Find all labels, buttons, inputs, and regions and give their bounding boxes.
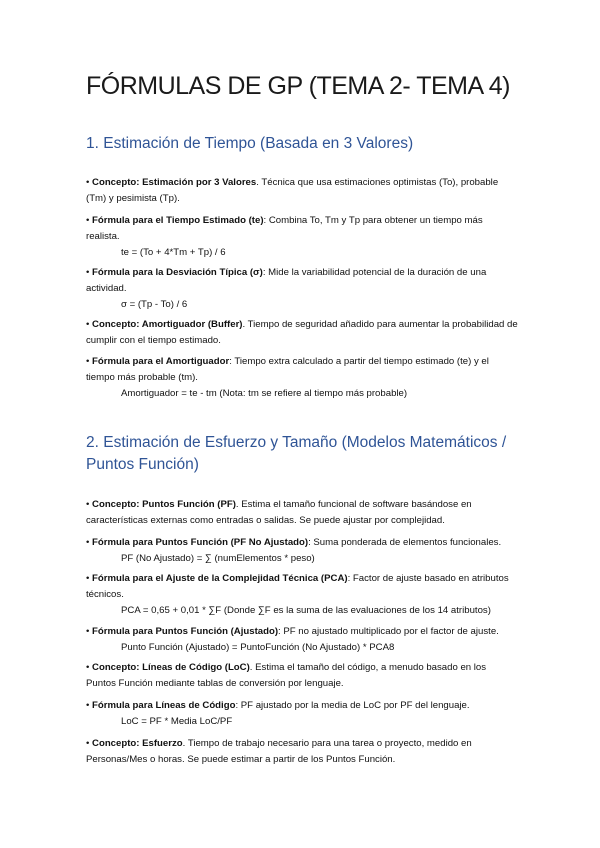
- page-title: FÓRMULAS DE GP (TEMA 2- TEMA 4): [86, 72, 510, 100]
- item-text: . Estima el tamaño funcional de software basándose en características externas como entradas o salidas. Se puede ajustar por complejidad.: [86, 499, 472, 526]
- item-text: : Tiempo extra calculado a partir del tiempo estimado (te) y el tiempo más probable (tm).: [86, 356, 489, 383]
- list-item: [86, 624, 518, 656]
- item-label: Concepto: Amortiguador (Buffer): [92, 319, 243, 330]
- list-item: [86, 213, 518, 261]
- item-text: : Combina To, Tm y Tp para obtener un tiempo más realista.: [86, 215, 483, 242]
- list-item: [86, 354, 518, 402]
- item-label: Fórmula para el Amortiguador: [92, 356, 230, 367]
- item-label: Fórmula para Puntos Función (Ajustado): [92, 626, 279, 637]
- item-label: Fórmula para Líneas de Código: [92, 700, 236, 711]
- bullet: •: [86, 267, 90, 278]
- item-text: . Estima el tamaño del código, a menudo basado en los Puntos Función mediante tablas de conversión por lenguaje.: [86, 662, 487, 689]
- item-text: : Suma ponderada de elementos funcionales.: [308, 537, 502, 548]
- item-label: Fórmula para el Ajuste de la Complejidad Técnica (PCA): [92, 573, 348, 584]
- item-label: Concepto: Estimación por 3 Valores: [92, 177, 257, 188]
- item-label: Concepto: Esfuerzo: [92, 738, 183, 749]
- list-item: [86, 265, 518, 313]
- bullet: •: [86, 738, 90, 749]
- list-item: [86, 175, 518, 207]
- item-text: . Tiempo de trabajo necesario para una tarea o proyecto, medido en Personas/Mes o horas. Se puede estimar a partir de los Puntos Función.: [86, 738, 472, 765]
- item-label: Concepto: Puntos Función (PF): [92, 499, 236, 510]
- item-text: . Técnica que usa estimaciones optimistas (To), probable (Tm) y pesimista (Tp).: [86, 177, 499, 204]
- bullet: •: [86, 215, 90, 226]
- list-item: [86, 317, 518, 349]
- item-text: : PF no ajustado multiplicado por el factor de ajuste.: [278, 626, 499, 637]
- list-item: [86, 660, 518, 692]
- list-item: [86, 736, 518, 768]
- bullet: •: [86, 537, 90, 548]
- formula: Amortiguador = te - tm (Nota: tm se refiere al tiempo más probable): [121, 388, 408, 399]
- bullet: •: [86, 177, 90, 188]
- item-text: : PF ajustado por la media de LoC por PF del lenguaje.: [235, 700, 470, 711]
- item-label: Concepto: Líneas de Código (LoC): [92, 662, 250, 673]
- item-label: Fórmula para Puntos Función (PF No Ajustado): [92, 537, 309, 548]
- formula: σ = (Tp - To) / 6: [121, 299, 188, 310]
- formula: LoC = PF * Media LoC/PF: [121, 716, 233, 727]
- bullet: •: [86, 626, 90, 637]
- formula: Punto Función (Ajustado) = PuntoFunción (No Ajustado) * PCA8: [121, 642, 395, 653]
- list-item: [86, 497, 518, 529]
- formula: PF (No Ajustado) = ∑ (numElementos * peso): [121, 553, 315, 564]
- bullet: •: [86, 662, 90, 673]
- item-label: Fórmula para la Desviación Típica (σ): [92, 267, 263, 278]
- item-text: : Mide la variabilidad potencial de la duración de una actividad.: [86, 267, 487, 294]
- bullet: •: [86, 319, 90, 330]
- list-item: [86, 535, 518, 567]
- list-item: [86, 571, 518, 619]
- item-text: . Tiempo de seguridad añadido para aumentar la probabilidad de cumplir con el tiempo estimado.: [86, 319, 518, 346]
- section-2-heading: 2. Estimación de Esfuerzo y Tamaño (Modelos Matemáticos / Puntos Función): [86, 434, 507, 473]
- formula: te = (To + 4*Tm + Tp) / 6: [121, 247, 226, 258]
- bullet: •: [86, 573, 90, 584]
- formula: PCA = 0,65 + 0,01 * ∑F (Donde ∑F es la suma de las evaluaciones de los 14 atributos): [121, 605, 491, 616]
- bullet: •: [86, 700, 90, 711]
- section-1-heading: 1. Estimación de Tiempo (Basada en 3 Valores): [86, 135, 414, 152]
- bullet: •: [86, 499, 90, 510]
- item-label: Fórmula para el Tiempo Estimado (te): [92, 215, 264, 226]
- item-text: : Factor de ajuste basado en atributos técnicos.: [86, 573, 509, 600]
- list-item: [86, 698, 518, 730]
- bullet: •: [86, 356, 90, 367]
